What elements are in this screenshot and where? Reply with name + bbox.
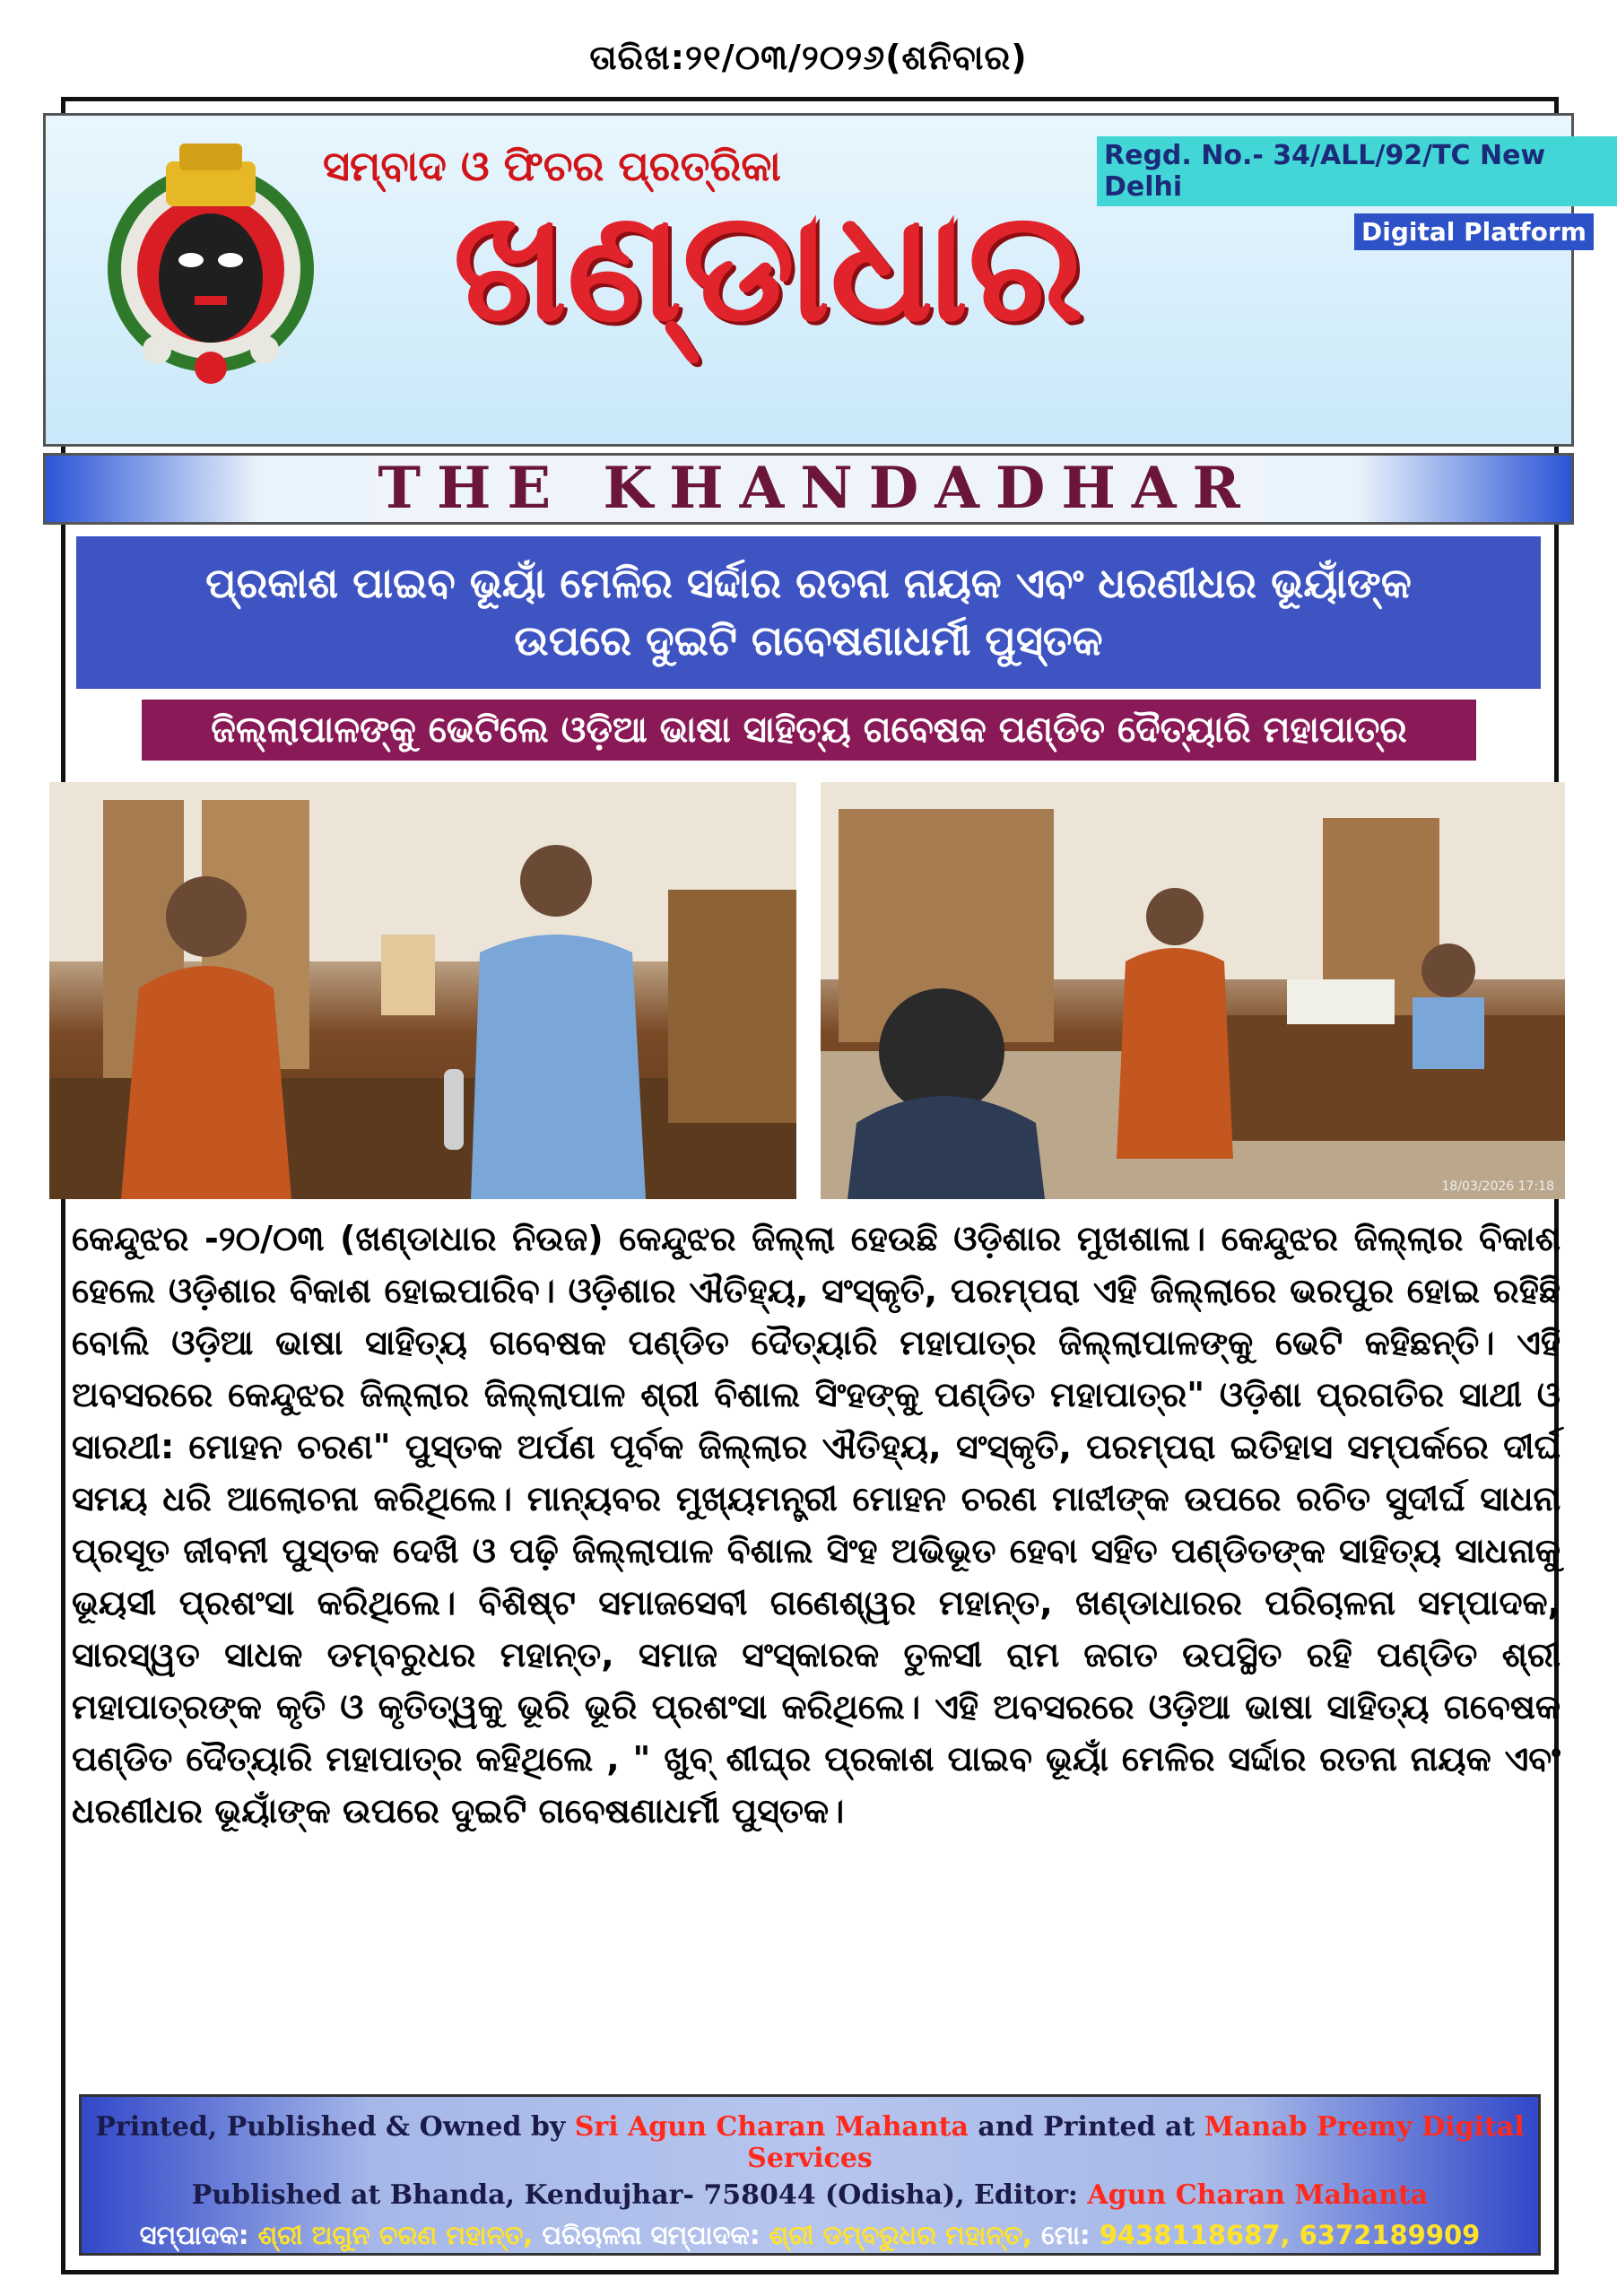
footer-line-3 (82, 2220, 1538, 2251)
english-title-band (43, 453, 1574, 525)
headline-line-1: ପ୍ରକାଶ ପାଇବ ଭୂୟାଁ ମେଳିର ସର୍ଦ୍ଦାର ରତନା ନାୟକ ଏବଂ ଧରଣୀଧର ଭୂୟାଁଙ୍କ (205, 559, 1412, 607)
article-body: କେନ୍ଦୁଝର -୨୦/୦୩ (ଖଣ୍ଡାଧାର ନିଉଜ) କେନ୍ଦୁଝର ଜିଲ୍ଲା ହେଉଛି ଓଡ଼ିଶାର ମୁଖଶାଳା। କେନ୍ଦୁଝର ଜିଲ୍ଲାର ବିକାଶ ହେଲେ ଓଡ଼ିଶାର ବିକାଶ ହୋଇପାରିବ। ଓଡ଼ିଶାର ଐତିହ୍ୟ, ସଂସ୍କୃତି, ପରମ୍ପରା ଏହି ଜିଲ୍ଲାରେ ଭରପୁର ହୋଇ ରହିଛି ବୋଲି ଓଡ଼ିଆ ଭାଷା ସାହିତ୍ୟ ଗବେଷକ ପଣ୍ଡିତ ଦୈତ୍ୟାରି ମହାପାତ୍ର ଜିଲ୍ଲାପାଳଙ୍କୁ ଭେଟି କହିଛନ୍ତି। ଏହି ଅବସରରେ କେନ୍ଦୁଝର ଜିଲ୍ଲାର ଜିଲ୍ଲାପାଳ ଶ୍ରୀ ବିଶାଲ ସିଂହଙ୍କୁ ପଣ୍ଡିତ ମହାପାତ୍ର" ଓଡ଼ିଶା ପ୍ରଗତିର ସାଥୀ ଓ ସାରଥୀ: ମୋହନ ଚରଣ" ପୁସ୍ତକ ଅର୍ପଣ ପୂର୍ବକ ଜିଲ୍ଲାର ଐତିହ୍ୟ, ସଂସ୍କୃତି, ପରମ୍ପରା ଇତିହାସ ସମ୍ପର୍କରେ ଦୀର୍ଘ ସମୟ ଧରି ଆଲୋଚନା କରିଥିଲେ। ମାନ୍ୟବର ମୁଖ୍ୟମନ୍ତ୍ରୀ ମୋହନ ଚରଣ ମାଝୀଙ୍କ ଉପରେ ରଚିତ ସୁଦୀର୍ଘ ସାଧନା ପ୍ରସୂତ ଜୀବନୀ ପୁସ୍ତକ ଦେଖି ଓ ପଢ଼ି ଜିଲ୍ଲାପାଳ ବିଶାଲ ସିଂହ ଅଭିଭୂତ ହେବା ସହିତ ପଣ୍ଡିତଙ୍କ ସାହିତ୍ୟ ସାଧନାକୁ ଭୂୟସୀ ପ୍ରଶଂସା କରିଥିଲେ। ବିଶିଷ୍ଟ ସମାଜସେବୀ ଗଣେଶ୍ୱର ମହାନ୍ତ, ଖଣ୍ଡାଧାରର ପରିଚାଳନା ସମ୍ପାଦକ, ସାରସ୍ୱତ ସାଧକ ଡମ୍ବରୁଧର ମହାନ୍ତ, ସମାଜ ସଂସ୍କାରକ ତୁଳସୀ ରାମ ଜଗତ ଉପସ୍ଥିତ ରହି ପଣ୍ଡିତ ଶ୍ରୀ ମହାପାତ୍ରଙ୍କ କୃତି ଓ କୃତିତ୍ୱକୁ ଭୂରି ଭୂରି ପ୍ରଶଂସା କରିଥିଲେ। ଏହି ଅବସରରେ ଓଡ଼ିଆ ଭାଷା ସାହିତ୍ୟ ଗବେଷକ ପଣ୍ଡିତ ଦୈତ୍ୟାରି ମହାପାତ୍ର କହିଥିଲେ , " ଖୁବ୍ ଶୀଘ୍ର ପ୍ରକାଶ ପାଇବ ଭୂୟାଁ ମେଳିର ସର୍ଦ୍ଦାର ରତନା ନାୟକ ଏବଂ ଧରଣୀଧର ଭୂୟାଁଙ୍କ ଉପରେ ଦୁଇଟି ଗବେଷଣାଧର୍ମୀ ପୁସ୍ତକ। (72, 1219, 1561, 1831)
footer-line-1 (82, 2111, 1538, 2174)
footer-line-2 (82, 2179, 1538, 2211)
footer-phone-label: ମୋ: (1041, 2220, 1100, 2250)
news-photo-2 (821, 782, 1565, 1199)
footer-owner: Sri Agun Charan Mahanta (574, 2111, 969, 2143)
footer-managing-editor-label: ପରିଚାଳନା ସମ୍ପାଦକ: (542, 2220, 769, 2250)
footer-editor: Agun Charan Mahanta (1087, 2179, 1429, 2211)
photo-2-illustration (821, 782, 1565, 1199)
footer-phones: 9438118687, 6372189909 (1099, 2220, 1481, 2250)
footer-editor-label: ସମ୍ପାଦକ: (139, 2220, 258, 2250)
registration-number: Regd. No.- 34/ALL/92/TC New Delhi (1097, 136, 1617, 206)
english-title: THE KHANDADHAR (369, 456, 1265, 522)
photo-timestamp: 18/03/2026 17:18 (1441, 1179, 1554, 1194)
date-line: ତାରିଖ:୨୧/୦୩/୨୦୨୬(ଶନିବାର) (589, 38, 1028, 77)
footer-imprint (79, 2094, 1541, 2256)
headline-line-2: ଉପରେ ଦୁଇଟି ଗବେଷଣାଧର୍ମୀ ପୁସ୍ତକ (514, 616, 1103, 665)
news-photo-1 (49, 782, 796, 1199)
footer-editor-name: ଶ୍ରୀ ଅଗୁନ ଚରଣ ମହାନ୍ତ, (257, 2220, 543, 2250)
masthead-tagline: ସମ୍ବାଦ ଓ ଫିଚର ପ୍ରତ୍ରିକା (323, 142, 781, 190)
headline (76, 536, 1541, 689)
newspaper-logo: ଖଣ୍ଡାଧାର (453, 177, 1084, 356)
footer-press: Manab Premy Digital Services (747, 2111, 1525, 2174)
deity-image (94, 126, 327, 395)
footer-printed-by: Printed, Published & Owned by (95, 2111, 575, 2143)
footer-managing-editor-name: ଶ୍ରୀ ଡମ୍ବରୁଧର ମହାନ୍ତ, (769, 2220, 1042, 2250)
digital-platform-badge: Digital Platform (1354, 213, 1594, 250)
footer-printed-at: and Printed at (968, 2111, 1204, 2143)
photo-1-illustration (49, 782, 796, 1199)
subheadline: ଜିଲ୍ଲାପାଳଙ୍କୁ ଭେଟିଲେ ଓଡ଼ିଆ ଭାଷା ସାହିତ୍ୟ ଗବେଷକ ପଣ୍ଡିତ ଦୈତ୍ୟାରି ମହାପାତ୍ର (142, 700, 1476, 761)
footer-published-at: Published at Bhanda, Kendujhar- 758044 (Odisha), Editor: (191, 2179, 1088, 2211)
